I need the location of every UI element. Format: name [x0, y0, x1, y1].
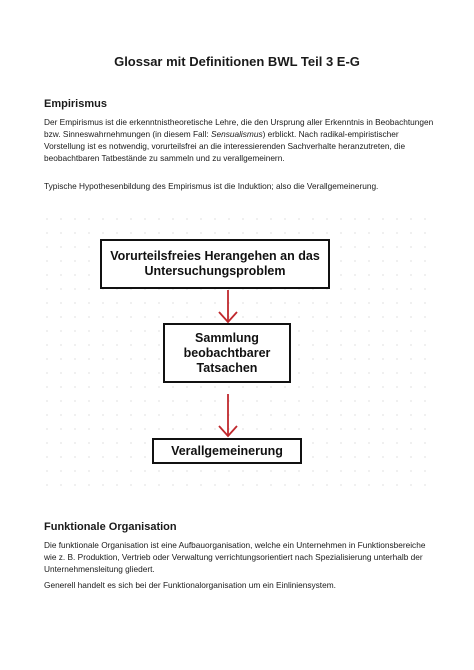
paragraph-funktionale-definition: Die funktionale Organisation ist eine Aufbauorganisation, welche ein Unternehmen in Funktionsbereiche wie z. B. Produktion, Vertrieb oder Verwaltung verrichtungsorientiert nach Spezialisierung unterhalb der Unternehmensleitung gliedert. — [44, 540, 426, 574]
box-verallgemeinerung: Verallgemeinerung — [152, 438, 302, 464]
paragraph-empirismus-induktion: Typische Hypothesenbildung des Empirismus ist die Induktion; also die Verallgemeinerung. — [44, 181, 379, 191]
box-vorurteilsfreies-herangehen: Vorurteilsfreies Herangehen an das Untersuchungsproblem — [100, 239, 330, 289]
page-title: Glossar mit Definitionen BWL Teil 3 E-G — [114, 54, 360, 69]
diagram-empirismus — [40, 212, 436, 496]
box-sammlung-tatsachen: Sammlung beobachtbarer Tatsachen — [163, 323, 291, 383]
arrow-down-icon — [216, 288, 240, 326]
heading-empirismus: Empirismus — [44, 98, 107, 110]
heading-funktionale-organisation: Funktionale Organisation — [44, 521, 177, 533]
paragraph-empirismus-definition: Der Empirismus ist die erkenntnistheoretische Lehre, die den Ursprung aller Erkenntnis in Beobachtungen bzw. Sinneswahrnehmungen (in diesem Fall: Sensualismus) erblickt. Nach radikal-empiristischer Vorstellung ist es notwendig, vorurteilsfrei an die interessierenden Sachverhalte heranzutreten, die beobachtbaren Tatbestände zu sammeln und zu verallgemeinern. — [44, 117, 434, 163]
paragraph-funktionale-einliniensystem: Generell handelt es sich bei der Funktionalorganisation um ein Einliniensystem. — [44, 580, 336, 590]
term-sensualismus: Sensualismus — [210, 129, 263, 139]
arrow-down-icon — [216, 392, 240, 440]
